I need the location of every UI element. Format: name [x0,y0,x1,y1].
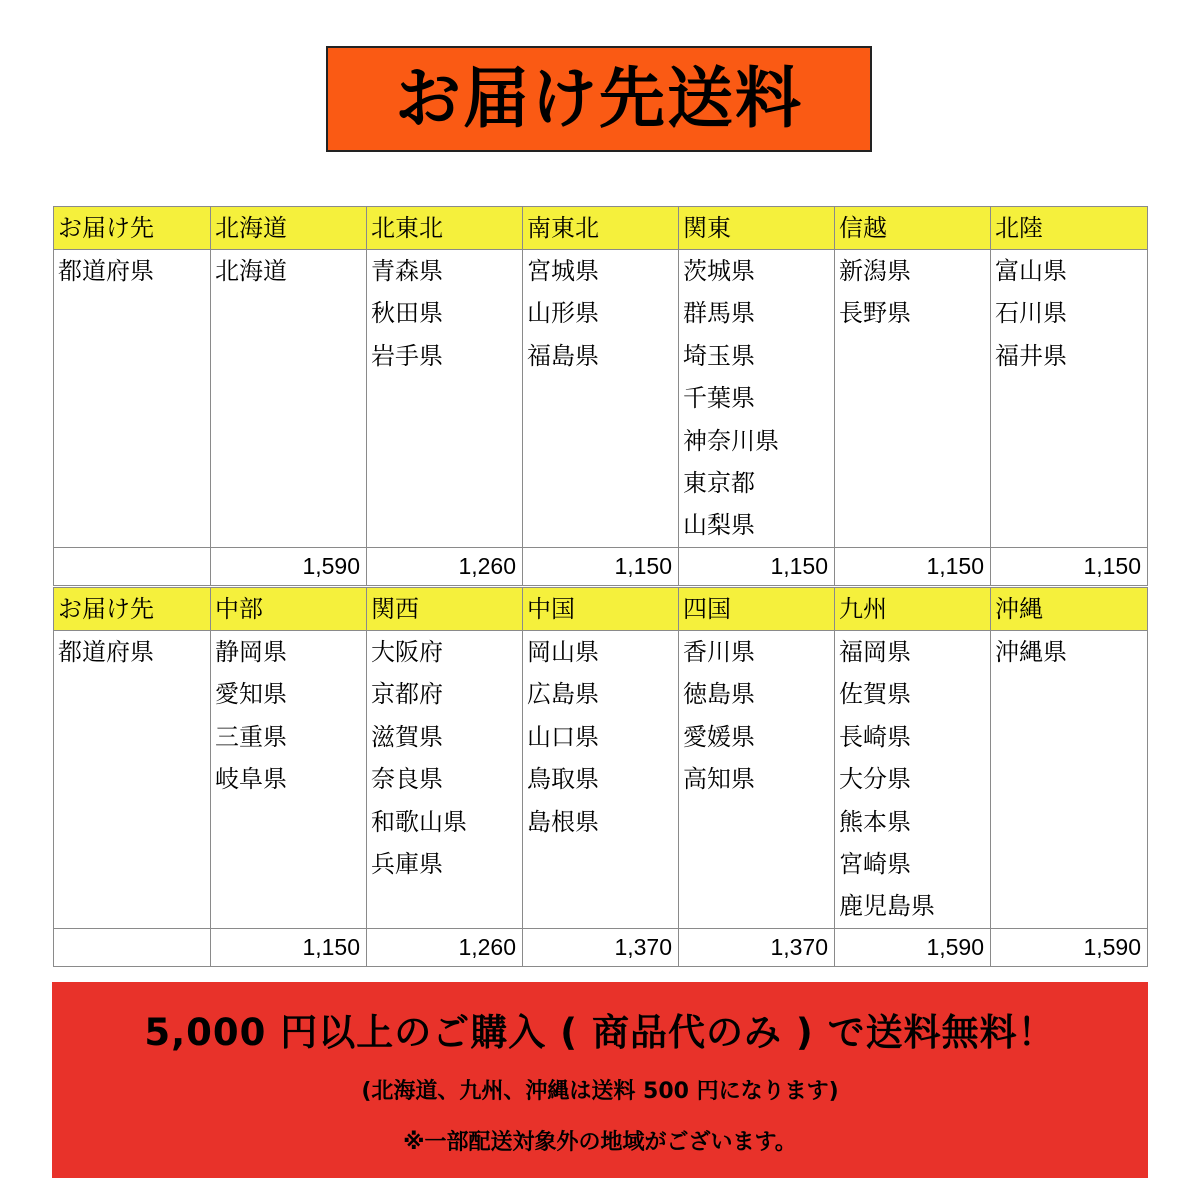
prefecture-name: 静岡県 [215,638,287,666]
header-cell: 信越 [835,207,991,250]
prefecture-name: 東京都 [683,468,755,497]
price-cell: 1,150 [211,928,367,966]
prefecture-cell [367,250,523,548]
price-cell: 1,590 [835,928,991,966]
prefecture-cell [211,631,367,929]
prefecture-name: 愛知県 [215,680,287,709]
prefecture-cell [679,250,835,548]
prefecture-name: 岩手県 [371,341,443,370]
table-header-row [54,588,1148,631]
prefecture-name: 宮崎県 [839,849,911,878]
row-label: 都道府県 [54,250,211,548]
prefecture-name: 福井県 [995,341,1067,370]
prefecture-name: 茨城県 [683,257,755,285]
price-label-cell [54,928,211,966]
price-cell: 1,150 [835,548,991,586]
prefecture-name: 佐賀県 [839,680,911,709]
prefecture-name: 広島県 [527,680,599,709]
header-cell: お届け先 [54,207,211,250]
prefecture-name: 岡山県 [527,638,599,666]
prefecture-cell [991,631,1148,929]
prefecture-name: 京都府 [371,680,443,709]
free-shipping-headline: 5,000 円以上のご購入 ( 商品代のみ ) で送料無料！ [144,1011,1056,1054]
prefecture-name: 富山県 [995,257,1067,285]
prefecture-name: 千葉県 [683,384,755,413]
header-cell: 関西 [367,588,523,631]
prefecture-name: 大阪府 [371,638,443,666]
shipping-table-1 [53,206,1148,586]
header-cell: 中部 [211,588,367,631]
prefecture-cell [523,250,679,548]
prefecture-cell [835,250,991,548]
prefecture-cell [211,250,367,548]
header-cell: 北東北 [367,207,523,250]
prefecture-name: 福岡県 [839,638,911,666]
prefecture-name: 埼玉県 [683,341,755,370]
price-cell: 1,150 [991,548,1148,586]
prefecture-name: 福島県 [527,341,599,370]
price-label-cell [54,548,211,586]
prefecture-row [54,631,1148,929]
prefecture-name: 新潟県 [839,257,911,285]
prefecture-name: 山口県 [527,722,599,751]
prefecture-name: 長野県 [839,299,911,328]
prefecture-name: 大分県 [839,765,911,794]
header-cell: 北海道 [211,207,367,250]
prefecture-name: 奈良県 [371,765,443,794]
prefecture-cell [679,631,835,929]
prefecture-name: 高知県 [683,765,755,794]
prefecture-name: 宮城県 [527,257,599,285]
prefecture-name: 沖縄県 [995,638,1067,666]
prefecture-name: 香川県 [683,638,755,666]
prefecture-cell [367,631,523,929]
prefecture-name: 島根県 [527,807,599,836]
row-label: 都道府県 [54,631,211,929]
prefecture-name: 徳島県 [683,680,755,709]
price-row [54,548,1148,586]
title-banner [326,46,872,152]
prefecture-name: 滋賀県 [371,722,443,751]
prefecture-name: 三重県 [215,722,287,751]
header-cell: 中国 [523,588,679,631]
prefecture-name: 岐阜県 [215,765,287,794]
price-cell: 1,150 [679,548,835,586]
price-row [54,928,1148,966]
prefecture-name: 長崎県 [839,722,911,751]
prefecture-name: 青森県 [371,257,443,285]
price-cell: 1,370 [523,928,679,966]
shipping-table-2 [53,587,1148,967]
header-cell: 四国 [679,588,835,631]
header-cell: 関東 [679,207,835,250]
prefecture-name: 熊本県 [839,807,911,836]
prefecture-name: 群馬県 [683,299,755,328]
prefecture-name: 鹿児島県 [839,892,935,921]
prefecture-row [54,250,1148,548]
page-title: お届け先送料 [395,60,803,137]
price-cell: 1,590 [211,548,367,586]
price-cell: 1,260 [367,548,523,586]
prefecture-name: 愛媛県 [683,722,755,751]
header-cell: 九州 [835,588,991,631]
free-shipping-exception-note: (北海道、九州、沖縄は送料 500 円になります) [361,1079,839,1104]
header-cell: 南東北 [523,207,679,250]
prefecture-cell [991,250,1148,548]
free-shipping-banner [52,982,1148,1178]
prefecture-name: 秋田県 [371,299,443,328]
price-cell: 1,370 [679,928,835,966]
prefecture-name: 兵庫県 [371,849,443,878]
prefecture-name: 石川県 [995,299,1067,328]
prefecture-name: 和歌山県 [371,807,467,836]
prefecture-name: 鳥取県 [527,765,599,794]
prefecture-cell [835,631,991,929]
prefecture-name: 山梨県 [683,511,755,540]
prefecture-name: 山形県 [527,299,599,328]
header-cell: お届け先 [54,588,211,631]
price-cell: 1,590 [991,928,1148,966]
prefecture-cell [523,631,679,929]
price-cell: 1,150 [523,548,679,586]
table-header-row [54,207,1148,250]
prefecture-name: 北海道 [215,257,287,285]
prefecture-name: 神奈川県 [683,426,779,455]
header-cell: 沖縄 [991,588,1148,631]
price-cell: 1,260 [367,928,523,966]
header-cell: 北陸 [991,207,1148,250]
delivery-area-note: ※一部配送対象外の地域がございます。 [403,1130,797,1155]
